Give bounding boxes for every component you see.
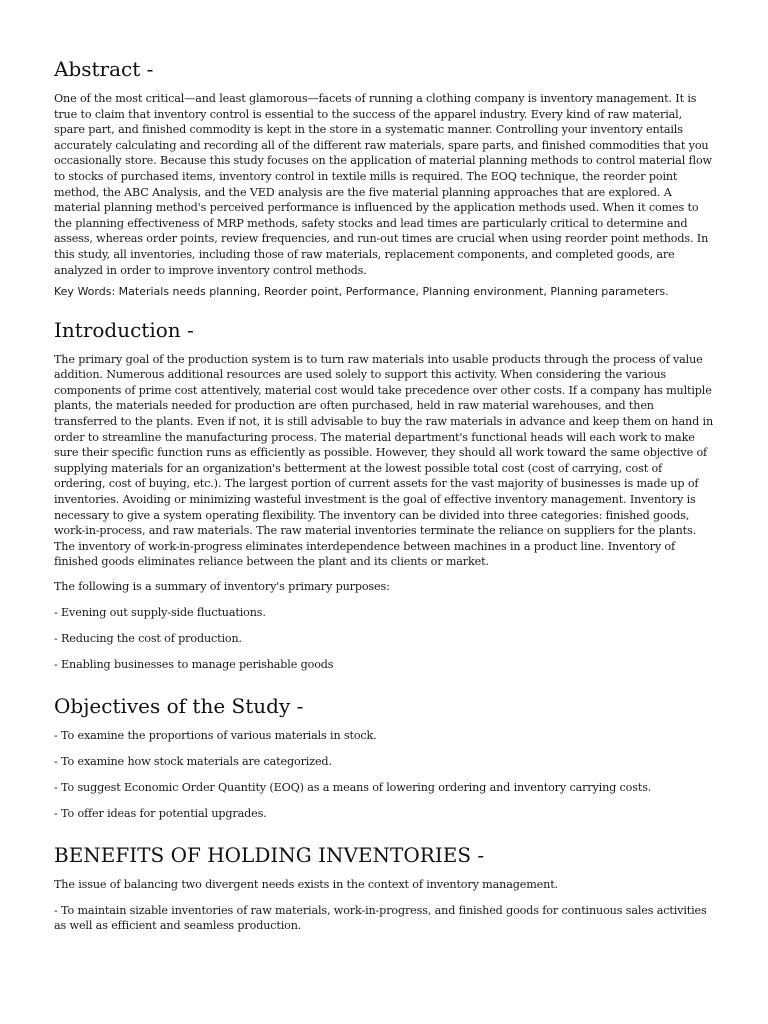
abstract-section bbox=[54, 56, 714, 300]
list-item: - To examine how stock materials are categorized. bbox=[54, 754, 332, 768]
introduction-section bbox=[54, 317, 714, 673]
document-page bbox=[54, 56, 714, 944]
summary-intro-text: The following is a summary of inventory's primary purposes: bbox=[54, 579, 390, 593]
list-item: - To maintain sizable inventories of raw materials, work-in-progress, and finished goods for continuous sales activities as well as efficient and seamless production. bbox=[54, 903, 707, 933]
introduction-text: The primary goal of the production system is to turn raw materials into usable products through the process of value addition. Numerous additional resources are used solely to support this activity. When considering the various components of prime cost attentively, material cost would take precedence over other costs. If a company has multiple plants, the materials needed for production are often purchased, held in raw material warehouses, and then transferred to the plants. Even if not, it is still advisable to buy the raw materials in advance and keep them on hand in order to streamline the manufacturing process. The material department's functional heads will each work to make sure their specific function runs as efficiently as possible. However, they should all work toward the same objective of supplying materials for an organization's betterment at the lowest possible total cost (cost of carrying, cost of ordering, cost of buying, etc.). The largest portion of current assets for the vast majority of businesses is made up of inventories. Avoiding or minimizing wasteful investment is the goal of effective inventory management. Inventory is necessary to give a system operating flexibility. The inventory can be divided into three categories: finished goods, work-in-process, and raw materials. The raw material inventories terminate the reliance on suppliers for the plants. The inventory of work-in-progress eliminates interdependence between machines in a product line. Inventory of finished goods eliminates reliance between the plant and its clients or market. bbox=[54, 352, 713, 569]
abstract-heading: Abstract - bbox=[54, 57, 154, 81]
list-item: - Evening out supply-side fluctuations. bbox=[54, 606, 266, 620]
list-item: - To offer ideas for potential upgrades. bbox=[54, 807, 267, 821]
list-item: - Enabling businesses to manage perishable goods bbox=[54, 658, 334, 672]
list-item: - To examine the proportions of various materials in stock. bbox=[54, 728, 377, 742]
benefits-text: The issue of balancing two divergent needs exists in the context of inventory management. bbox=[54, 877, 558, 891]
benefits-section bbox=[54, 842, 714, 934]
objectives-section bbox=[54, 693, 714, 822]
introduction-heading: Introduction - bbox=[54, 317, 194, 342]
list-item: - To suggest Economic Order Quantity (EOQ) as a means of lowering ordering and inventory carrying costs. bbox=[54, 781, 652, 794]
list-item: - Reducing the cost of production. bbox=[54, 632, 242, 646]
objectives-heading: Objectives of the Study - bbox=[54, 693, 304, 718]
benefits-heading: BENEFITS OF HOLDING INVENTORIES - bbox=[54, 842, 485, 867]
abstract-text: One of the most critical—and least glamorous—facets of running a clothing company is inventory management. It is true to claim that inventory control is essential to the success of the apparel industry. Every kind of raw material, spare part, and finished commodity is kept in the store in a systematic manner. Controlling your inventory entails accurately calculating and recording all of the different raw materials, spare parts, and finished commodities that you occasionally store. Because this study focuses on the application of material planning methods to control material flow to stocks of purchased items, inventory control in textile mills is required. The EOQ technique, the reorder point method, the ABC Analysis, and the VED analysis are the five material planning approaches that are explored. A material planning method's perceived performance is influenced by the application methods used. When it comes to the planning effectiveness of MRP methods, safety stocks and lead times are particularly critical to determine and assess, whereas order points, review frequencies, and run-out times are crucial when using reorder point methods. In this study, all inventories, including those of raw materials, replacement components, and completed goods, are analyzed in order to improve inventory control methods. bbox=[54, 92, 712, 277]
keywords-text: Key Words: Materials needs planning, Reorder point, Performance, Planning environment, Planning parameters. bbox=[54, 285, 669, 299]
